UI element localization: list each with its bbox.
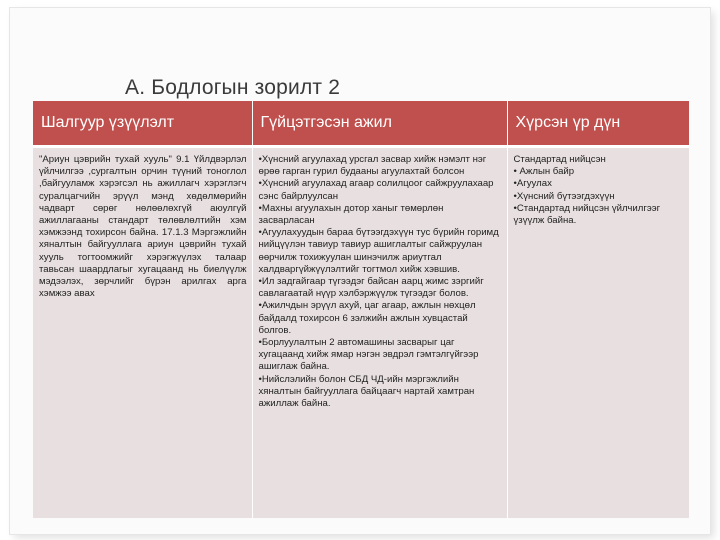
criteria-table [33,101,689,518]
results-cell [507,147,689,519]
header-criteria: Шалгуур үзүүлэлт [33,101,252,147]
result-item: Стандартад нийцсэн [513,154,606,165]
header-results: Хүрсэн үр дүн [507,101,689,147]
table-header-row [33,101,689,147]
table-row [33,147,689,519]
work-item: •Нийслэлийн болон СБД ЧД-ийн мэргэжлийн хяналтын байгууллага байцаагч нартай хамтран ажиллаж байна. [258,373,475,410]
slide-title: А. Бодлогын зорилт 2 [125,76,341,99]
criteria-cell: "Ариун цэврийн тухай хууль" 9.1 Үйлдвэрлэл үйлчилгээ ,сургалтын орчин түүний тоноглол ,байгууламж хэрэгсэл нь ажиллагч хэрэглэгч суралцагчийн эрүүл мэнд хөдөлмөрийн чадварт сөрөг нөлөөлөхгүй аюулгүй ажиллагааны стандарт төлөвлөлтийн хэм хэмжээнд тохирсон байна. 17.1.3 Мэргэжлийн хяналтын байгууллага ариун цэврийн тухай хууль тогтоомжийг хэрэгжүүлэх талаар тавьсан шаардлагыг хугацаанд нь биелүүлж мэдээлэх, зөрчлийг бүрэн арилгах арга хэмжээ авах [33,147,252,519]
result-item: • Ажлын байр [513,166,575,178]
work-item: •Борлуулалтын 2 автомашины засварыг цаг хугацаанд хийж ямар нэгэн эвдрэл гэмтэлгүйгээр ашиглаж байна. [258,337,479,373]
header-work-done: Гүйцэтгэсэн ажил [252,101,507,147]
result-item: •Агуулах [513,178,552,190]
work-item: •Ил задгайгаар түгээдэг байсан аарц жимс зэргийг савлагаатай нүүр хэлбэржүүлж түгээдэг болов. [258,276,484,300]
work-item: •Хүнсний агуулахад урсгал засвар хийж нэмэлт нэг өрөө гарган гурил будааны агуулахтай болсон [258,154,487,178]
result-item: •Хүнсний бүтээгдэхүүн [513,190,615,202]
work-item: •Хүнсний агуулахад агаар солилцоог сайжруулахаар сэнс байрлуулсан [258,178,494,202]
work-done-cell [252,147,507,519]
work-item: •Агуулахуудын бараа бүтээгдэхүүн тус бүрийн горимд нийцүүлэн тавиур тавиур ашиглалтыг сайжруулан өөрчилж тохижуулан шинэчилж ариутгал халдваргүйжүүлэлтийг тогтмол хийж хэвшив. [258,227,499,275]
result-item: •Стандартад нийцсэн үйлчилгээг үзүүлж байна. [513,202,661,227]
work-item: •Ажилчдын эрүүл ахуй, цаг агаар, ажлын нөхцөл байдалд тохирсон 6 зэлжийн ажлын хувцастай болгов. [258,300,476,336]
work-item: •Махны агуулахын дотор ханыг төмөрлөн засварласан [258,202,444,227]
